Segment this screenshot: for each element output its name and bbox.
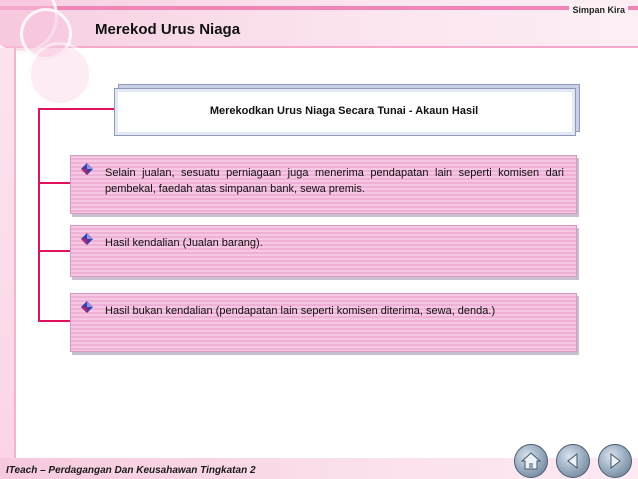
diamond-bullet-icon [81, 233, 93, 245]
page-title: Merekod Urus Niaga [95, 21, 241, 38]
title-bar-divider [0, 46, 638, 48]
point-box [70, 225, 577, 277]
decorative-circle [28, 42, 92, 106]
footer-text: ITeach – Perdagangan Dan Keusahawan Tingkatan 2 [6, 465, 256, 476]
connector-line [38, 320, 71, 322]
previous-icon [565, 453, 581, 469]
title-bar-stripe [0, 6, 638, 10]
connector-line [38, 250, 71, 252]
topic-heading: Merekodkan Urus Niaga Secara Tunai - Akaun Hasil [209, 105, 479, 117]
next-button[interactable] [598, 444, 632, 478]
point-box [70, 155, 577, 214]
connector-line [38, 108, 40, 320]
point-text: Selain jualan, sesuatu perniagaan juga menerima pendapatan lain seperti komisen dari pembekal, faedah atas simpanan bank, sewa premis. [105, 167, 564, 195]
home-button[interactable] [514, 444, 548, 478]
point-text: Hasil bukan kendalian (pendapatan lain seperti komisen diterima, sewa, denda.) [105, 305, 496, 317]
diamond-bullet-icon [81, 163, 93, 175]
save-button[interactable]: Simpan Kira [569, 4, 628, 16]
home-icon [521, 452, 541, 470]
next-icon [607, 453, 623, 469]
left-decor-strip [0, 48, 14, 458]
point-text: Hasil kendalian (Jualan barang). [105, 237, 263, 249]
previous-button[interactable] [556, 444, 590, 478]
connector-line [38, 108, 116, 110]
connector-line [38, 182, 71, 184]
point-box [70, 293, 577, 352]
left-decor-line [14, 48, 16, 458]
diamond-bullet-icon [81, 301, 93, 313]
